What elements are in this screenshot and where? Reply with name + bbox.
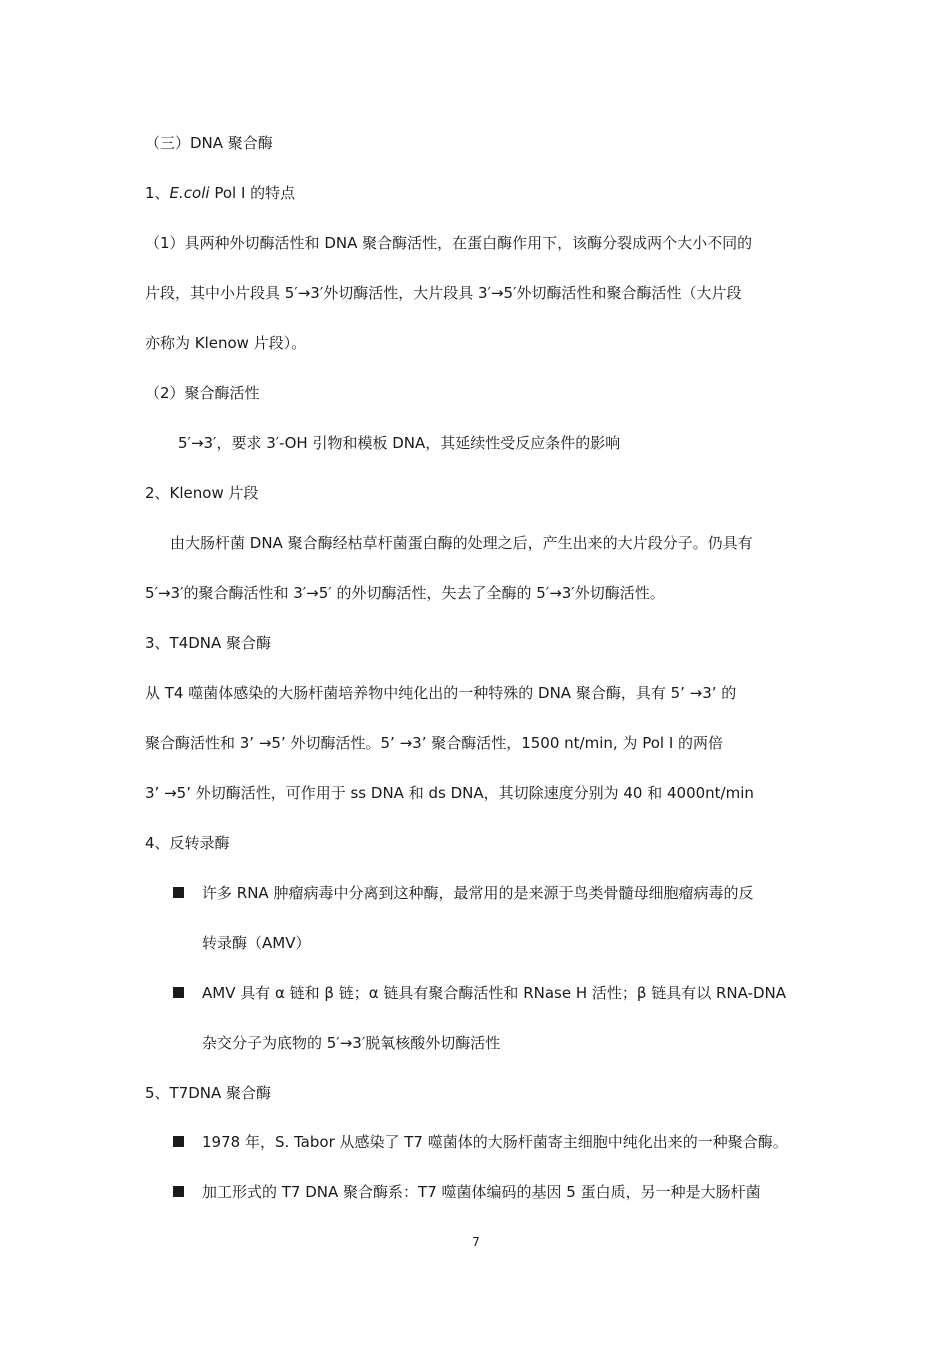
square-bullet-icon [173, 1136, 184, 1147]
square-bullet-icon [173, 887, 184, 898]
bullet-line: AMV 具有 α 链和 β 链；α 链具有聚合酶活性和 RNase H 活性；β 链具有以 RNA-DNA [202, 984, 787, 1002]
paragraph-line: 聚合酶活性和 3’ →5’ 外切酶活性。5’ →3’ 聚合酶活性，1500 nt/min, 为 Pol I 的两倍 [145, 734, 724, 752]
paragraph-line: 3’ →5’ 外切酶活性，可作用于 ss DNA 和 ds DNA，其切除速度分别为 40 和 4000nt/min [145, 784, 754, 802]
subheading-reverse-transcriptase: 4、反转录酶 [145, 834, 230, 852]
paragraph-line: 从 T4 噬菌体感染的大肠杆菌培养物中纯化出的一种特殊的 DNA 聚合酶，具有 5’ →3’ 的 [145, 684, 737, 702]
square-bullet-icon [173, 987, 184, 998]
square-bullet-icon [173, 1186, 184, 1197]
paragraph-line: （2）聚合酶活性 [145, 384, 260, 402]
bullet-line: 加工形式的 T7 DNA 聚合酶系：T7 噬菌体编码的基因 5 蛋白质，另一种是大肠杆菌 [202, 1183, 761, 1201]
subheading-t4-dna-polymerase: 3、T4DNA 聚合酶 [145, 634, 272, 652]
bullet-line: 杂交分子为底物的 5′→3′脱氧核酸外切酶活性 [202, 1034, 501, 1052]
subheading-klenow: 2、Klenow 片段 [145, 484, 259, 502]
paragraph-line: 亦称为 Klenow 片段）。 [145, 334, 307, 352]
subheading-suffix: Pol I 的特点 [209, 184, 296, 202]
page-number: 7 [472, 1235, 480, 1249]
paragraph-line: 5′→3′的聚合酶活性和 3′→5′ 的外切酶活性，失去了全酶的 5′→3′外切酶活性。 [145, 584, 665, 602]
paragraph-line: （1）具两种外切酶活性和 DNA 聚合酶活性，在蛋白酶作用下，该酶分裂成两个大小不同的 [145, 234, 753, 252]
subheading-t7-dna-polymerase: 5、T7DNA 聚合酶 [145, 1084, 272, 1102]
subheading-prefix: 1、 [145, 184, 170, 202]
bullet-line: 许多 RNA 肿瘤病毒中分离到这种酶，最常用的是来源于鸟类骨髓母细胞瘤病毒的反 [202, 884, 754, 902]
subheading-ecoli-pol-i [145, 183, 815, 203]
paragraph-line: 由大肠杆菌 DNA 聚合酶经枯草杆菌蛋白酶的处理之后，产生出来的大片段分子。仍具有 [170, 534, 753, 552]
species-name: E.coli [169, 184, 210, 202]
bullet-line: 1978 年，S. Tabor 从感染了 T7 噬菌体的大肠杆菌寄主细胞中纯化出来的一种聚合酶。 [202, 1133, 788, 1151]
paragraph-line: 5′→3′，要求 3′-OH 引物和模板 DNA，其延续性受反应条件的影响 [178, 434, 621, 452]
bullet-line: 转录酶（AMV） [202, 934, 311, 952]
section-heading: （三）DNA 聚合酶 [145, 134, 273, 152]
paragraph-line: 片段，其中小片段具 5′→3′外切酶活性，大片段具 3′→5′外切酶活性和聚合酶活性（大片段 [145, 284, 742, 302]
